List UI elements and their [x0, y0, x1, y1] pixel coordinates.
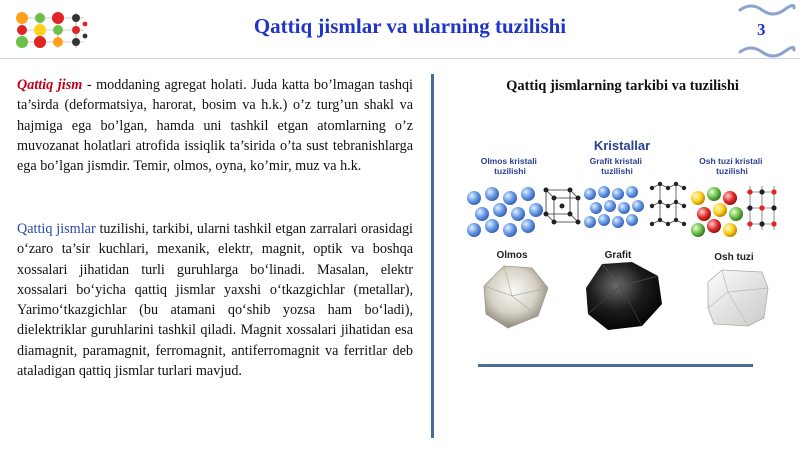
definition-text: - moddaning agregat holati. Juda katta bo’lmagan tashqi ta’sirda (deformatsiya, harorat, bosim va h.k.) o’z turg’un shakl va hajmiga ega bo’lgan, hamda uni tashkil etgan atomlarning o’z muvozanat holatlari atrofida issiqlik ta’sirida o’ta sust tebranishlarga ega bo’lgan jismdir. Temir, olmos, oyna, ko’mir, muz va h.k.: [17, 77, 413, 175]
label-olmos-kristali-1: Olmos kristali: [480, 156, 537, 166]
classification-paragraph: [17, 219, 413, 381]
term-qattiq-jismlar: Qattiq jismlar: [17, 221, 96, 237]
label-osh-tuzi-kristali-2: tuzilishi: [716, 166, 748, 176]
graphite-structure-icon: [584, 182, 686, 228]
diamond-photo-icon: [484, 266, 548, 328]
salt-photo-icon: [708, 270, 768, 326]
page-title: Qattiq jismlar va ularning tuzilishi: [253, 14, 567, 38]
term-qattiq-jism: Qattiq jism: [17, 77, 83, 93]
header-divider: [0, 58, 800, 59]
diamond-structure-icon: [467, 187, 581, 237]
definition-paragraph: [17, 75, 413, 176]
crystals-figure: [462, 136, 780, 336]
svg-text:Osh tuzi kristali tuzilish: [699, 156, 765, 176]
svg-text:Grafit kristali tuzilishi: [590, 156, 645, 176]
label-olmos: Olmos: [496, 250, 528, 261]
vertical-divider: [431, 74, 434, 438]
svg-text:Olmos kristali tuzilishi: [481, 156, 540, 176]
label-grafit: Grafit: [604, 250, 632, 261]
label-grafit-kristali-1: Grafit kristali: [589, 156, 643, 166]
wave-decoration-icon: [736, 2, 796, 58]
label-osh-tuzi: Osh tuzi: [714, 252, 754, 263]
slide-header: [0, 0, 800, 58]
label-osh-tuzi-kristali-1: Osh tuzi kristali: [699, 156, 763, 166]
label-grafit-kristali-2: tuzilishi: [601, 166, 633, 176]
crystal-lattice-logo: [12, 8, 92, 52]
graphite-photo-icon: [586, 262, 662, 330]
figure-title: Qattiq jismlarning tarkibi va tuzilishi: [506, 78, 739, 94]
classification-text: tuzilishi, tarkibi, ularni tashkil etgan zarralari orasidagi o‘zaro ta’sir kuchlari, mexanik, elektr, magnit, optik va boshqa xossalari jihatidan turli guruhlarga bo‘linadi. Masalan, elektr xossalari bo‘yicha qattiq jismlar yaxshi o‘tkazgichlar (metallar), Yarimo‘tkazgichlar (bu atamani qo‘shib yozsa ham bo‘ladi), dielektriklar guruhlarini tashkil qiladi. Magnit xossalari jihatidan esa diamagnit, paramagnit, ferromagnit, antiferromagnit va ferritlar deb ataladigan qattiq jismlar turlari mavjud.: [17, 221, 413, 380]
figure-heading: Kristallar: [593, 138, 651, 153]
salt-structure-icon: [691, 186, 777, 237]
slide-number: 3: [757, 20, 766, 39]
figure-underline: [478, 364, 753, 367]
label-olmos-kristali-2: tuzilishi: [494, 166, 526, 176]
